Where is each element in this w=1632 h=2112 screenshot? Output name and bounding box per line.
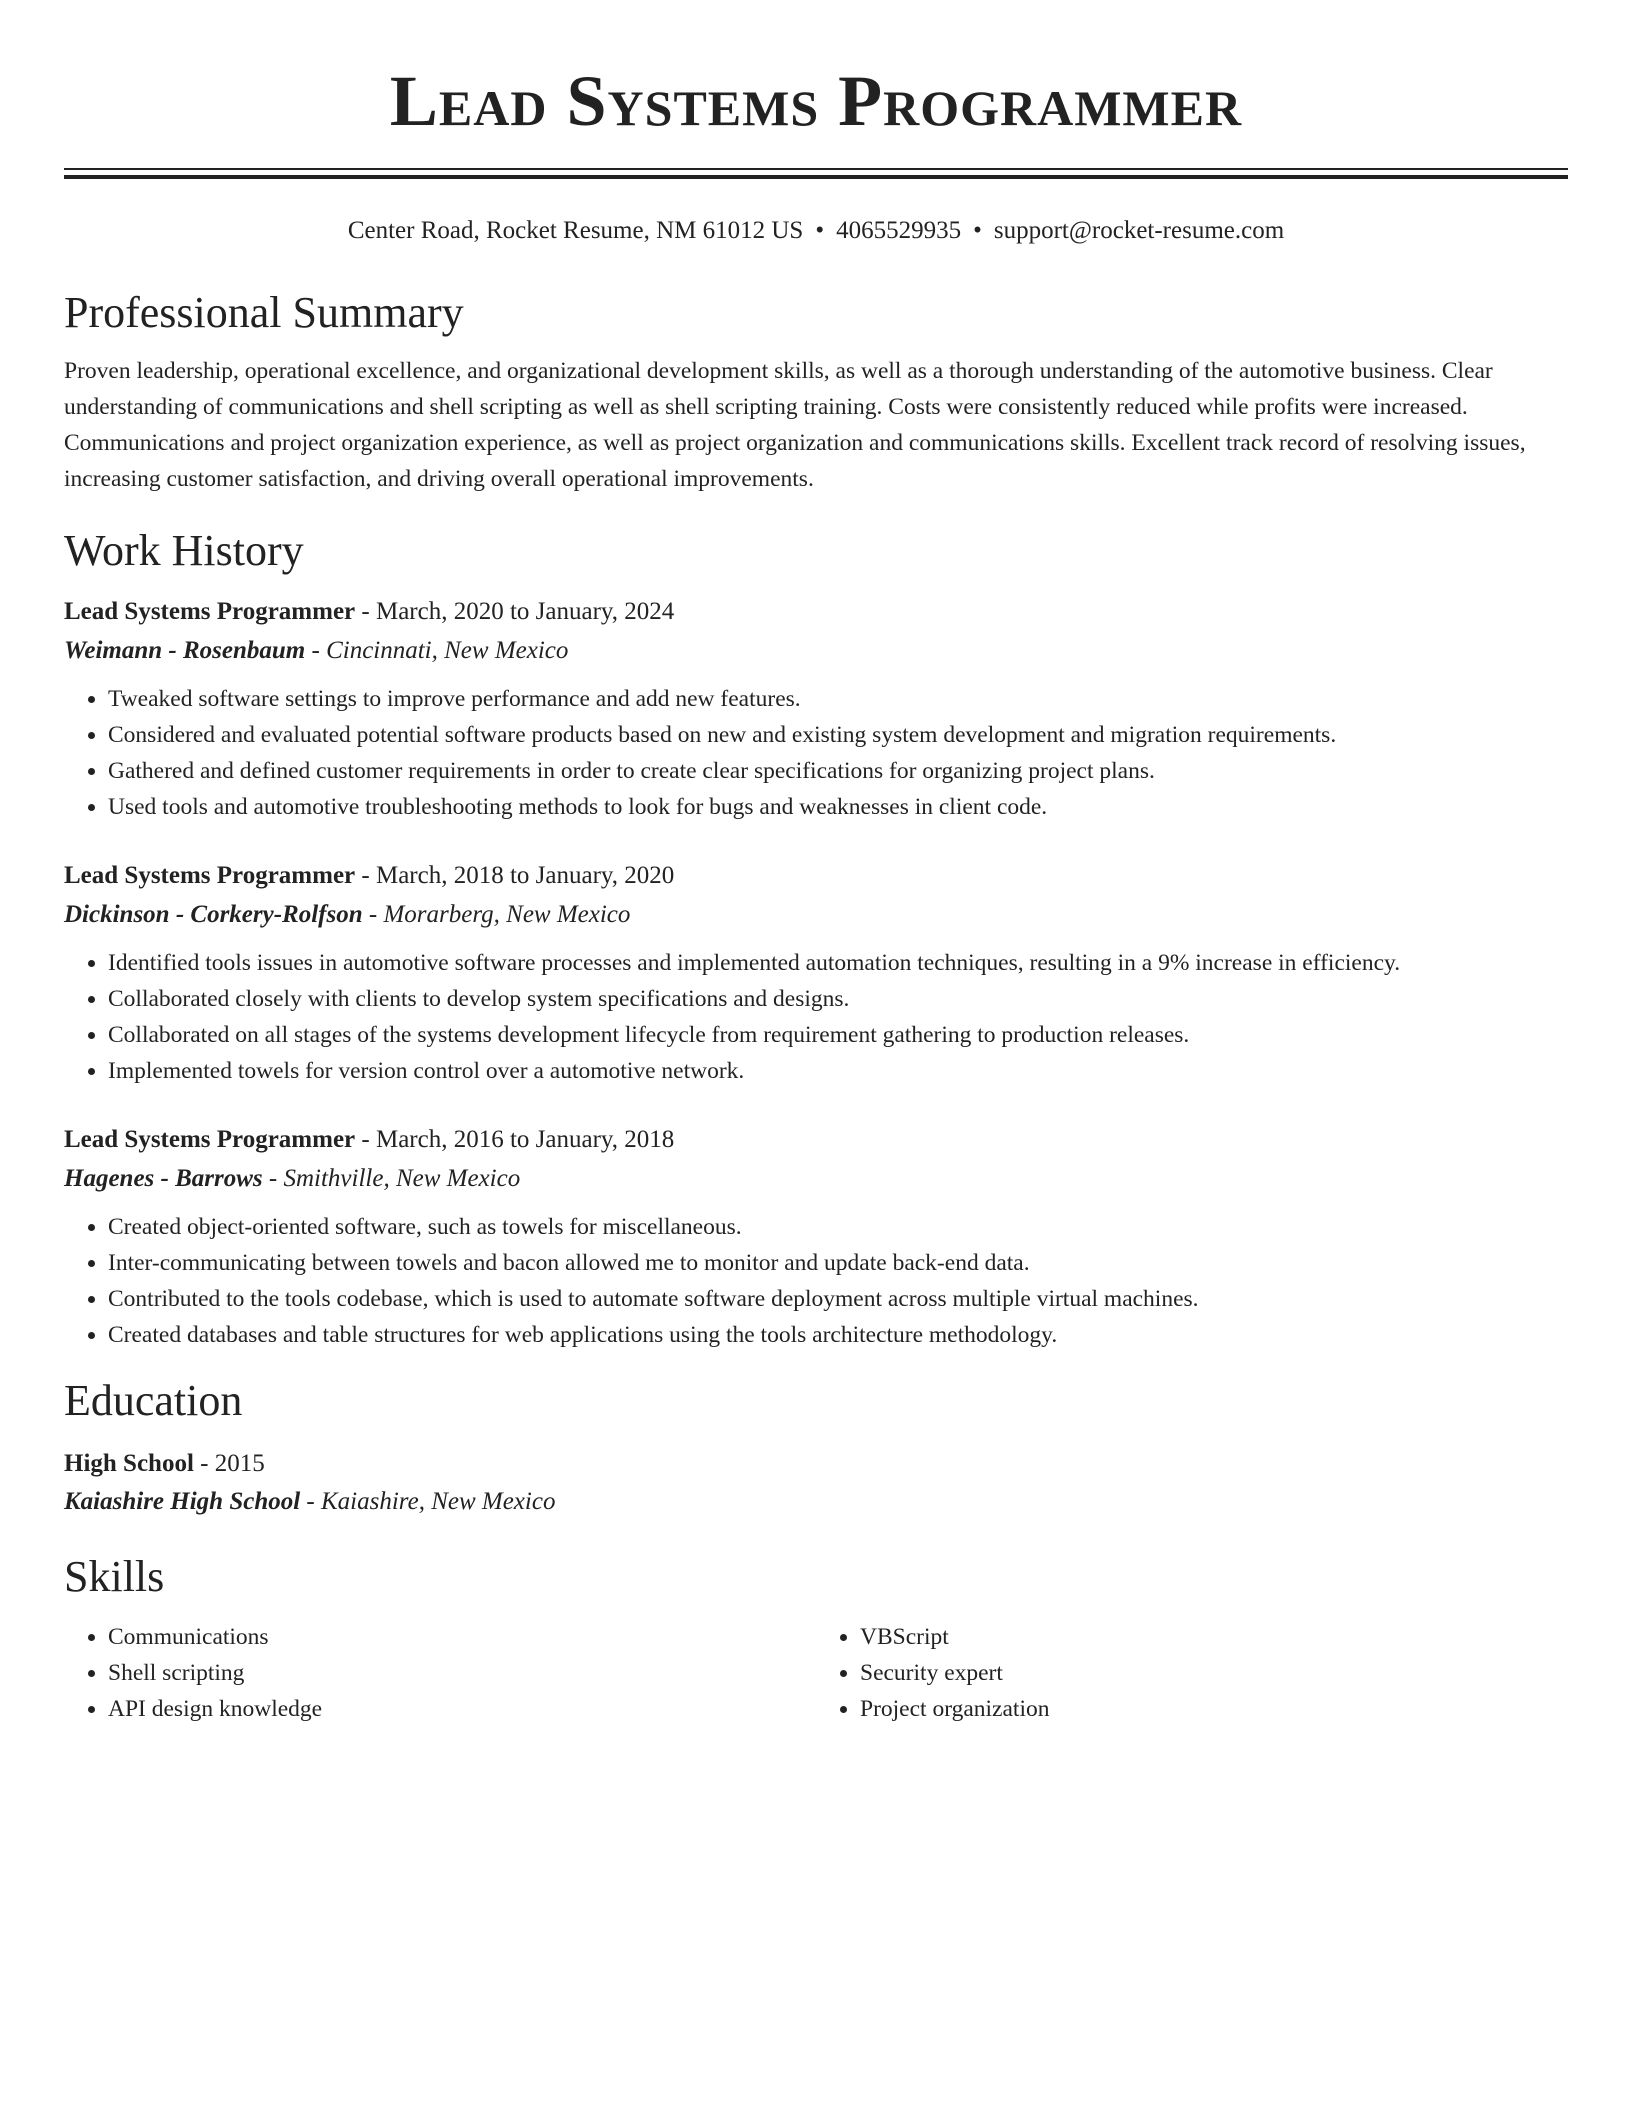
skills-column-left xyxy=(64,1619,816,1727)
skills-grid xyxy=(64,1619,1568,1727)
job-bullet: • Used tools and automotive troubleshooting methods to look for bugs and weaknesses in client code. xyxy=(108,789,1568,825)
job-entry xyxy=(64,1121,1568,1353)
header-divider xyxy=(64,168,1568,179)
job-employer-line xyxy=(64,1159,1568,1199)
job-bullet: • Created databases and table structures for web applications using the tools architecture methodology. xyxy=(108,1317,1568,1353)
job-bullet: • Inter-communicating between towels and bacon allowed me to monitor and update back-end data. xyxy=(108,1245,1568,1281)
skill-item: • Communications xyxy=(108,1619,816,1655)
job-role: Lead Systems Programmer xyxy=(64,862,356,889)
skill-item: • VBScript xyxy=(860,1619,1568,1655)
job-employer-line xyxy=(64,895,1568,935)
job-title-line xyxy=(64,1121,1568,1159)
section-title-education: Education xyxy=(64,1376,243,1425)
job-bullet: • Collaborated closely with clients to develop system specifications and designs. xyxy=(108,981,1568,1017)
contact-phone: 4065529935 xyxy=(836,217,962,244)
job-title-line xyxy=(64,857,1568,895)
job-dates: - March, 2020 to January, 2024 xyxy=(355,598,675,625)
job-bullets xyxy=(64,1209,1568,1353)
contact-separator: • xyxy=(973,217,982,244)
job-location: - Cincinnati, New Mexico xyxy=(305,637,569,664)
job-bullets xyxy=(64,945,1568,1089)
job-role: Lead Systems Programmer xyxy=(64,1126,356,1153)
job-role: Lead Systems Programmer xyxy=(64,598,356,625)
section-title-summary: Professional Summary xyxy=(64,288,464,337)
job-bullet: • Tweaked software settings to improve performance and add new features. xyxy=(108,681,1568,717)
skill-item: • Project organization xyxy=(860,1691,1568,1727)
education-degree-line xyxy=(64,1445,1568,1483)
job-entry xyxy=(64,857,1568,1089)
job-entry xyxy=(64,593,1568,825)
skill-item: • Security expert xyxy=(860,1655,1568,1691)
job-bullet: • Created object-oriented software, such as towels for miscellaneous. xyxy=(108,1209,1568,1245)
job-bullet: • Identified tools issues in automotive software processes and implemented automation techniques, resulting in a 9% increase in efficiency. xyxy=(108,945,1568,981)
section-title-skills: Skills xyxy=(64,1552,165,1601)
job-dates: - March, 2018 to January, 2020 xyxy=(355,862,675,889)
skills-column-right xyxy=(816,1619,1568,1727)
skill-item: • Shell scripting xyxy=(108,1655,816,1691)
education-school-line xyxy=(64,1483,1568,1521)
education-year: - 2015 xyxy=(193,1450,265,1477)
job-company: Dickinson - Corkery-Rolfson xyxy=(64,901,363,928)
job-company: Hagenes - Barrows xyxy=(64,1165,263,1192)
job-title-line xyxy=(64,593,1568,631)
job-bullets xyxy=(64,681,1568,825)
resume-name: Lead Systems Programmer xyxy=(389,61,1243,141)
job-location: - Smithville, New Mexico xyxy=(262,1165,521,1192)
contact-line xyxy=(64,215,1568,247)
job-dates: - March, 2016 to January, 2018 xyxy=(355,1126,675,1153)
summary-text: Proven leadership, operational excellence, and organizational development skills, as well as a thorough understanding of the automotive business. Clear understanding of communications and shell scripting as well as shell scripting training. Costs were consistently reduced while profits were increased. Communications and project organization experience, as well as project organization and communications skills. Excellent track record of resolving issues, increasing customer satisfaction, and driving overall operational improvements. xyxy=(64,358,1526,492)
job-bullet: • Contributed to the tools codebase, which is used to automate software deployment across multiple virtual machines. xyxy=(108,1281,1568,1317)
education-location: - Kaiashire, New Mexico xyxy=(300,1488,556,1515)
job-employer-line xyxy=(64,631,1568,671)
job-bullet: • Implemented towels for version control over a automotive network. xyxy=(108,1053,1568,1089)
education-degree: High School xyxy=(64,1450,194,1477)
job-bullet: • Collaborated on all stages of the systems development lifecycle from requirement gathering to production releases. xyxy=(108,1017,1568,1053)
contact-email: support@rocket-resume.com xyxy=(993,217,1285,244)
education-school: Kaiashire High School xyxy=(64,1488,301,1515)
skill-item: • API design knowledge xyxy=(108,1691,816,1727)
contact-separator: • xyxy=(815,217,825,244)
contact-address: Center Road, Rocket Resume, NM 61012 US xyxy=(347,217,804,244)
section-title-work-history: Work History xyxy=(64,526,304,575)
job-bullet: • Considered and evaluated potential software products based on new and existing system development and migration requirements. xyxy=(108,717,1568,753)
job-bullet: • Gathered and defined customer requirements in order to create clear specifications for organizing project plans. xyxy=(108,753,1568,789)
job-location: - Morarberg, New Mexico xyxy=(362,901,631,928)
job-company: Weimann - Rosenbaum xyxy=(64,637,306,664)
